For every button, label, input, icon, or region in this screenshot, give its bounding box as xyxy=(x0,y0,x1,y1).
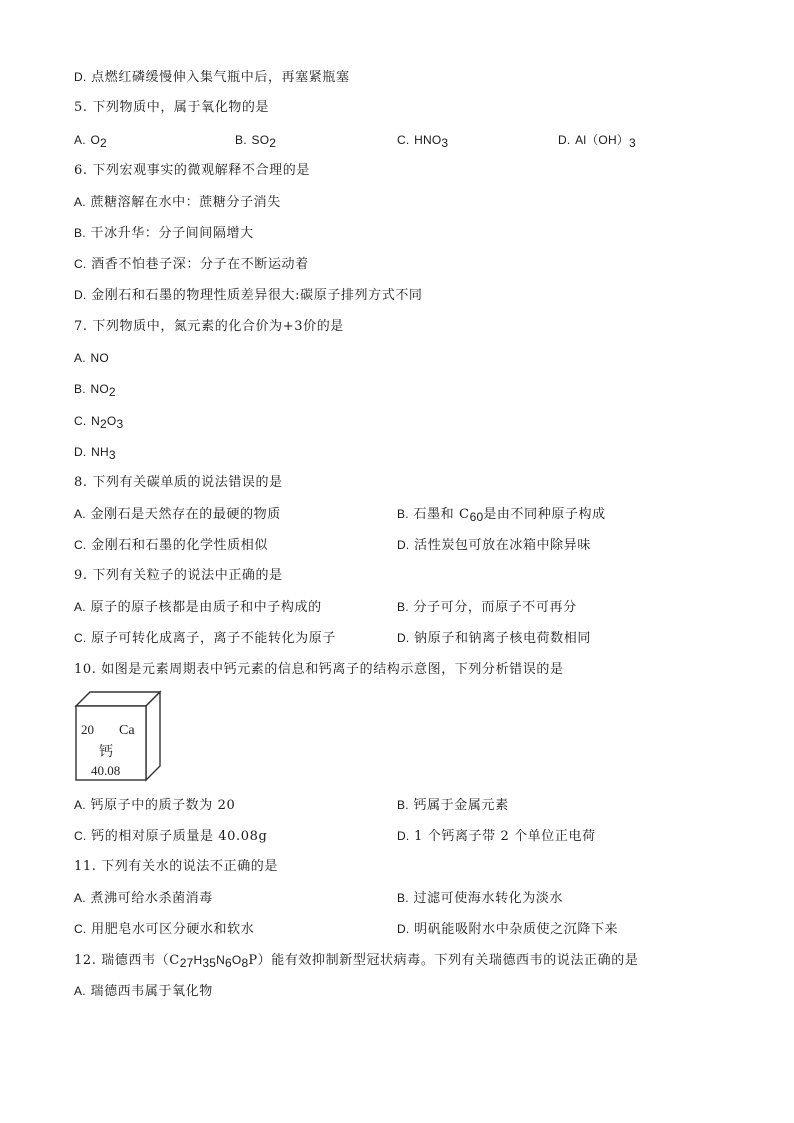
stem-text: P）能有效抑制新型冠状病毒。下列有关瑞德西韦的说法正确的是 xyxy=(248,953,639,968)
formula-subscript: 3 xyxy=(116,417,124,431)
option-label: B. xyxy=(397,891,409,905)
option-text: 金刚石和石墨的化学性质相似 xyxy=(91,538,268,553)
q5-option-b xyxy=(235,131,276,150)
q5-option-c xyxy=(397,131,448,150)
q5-option-a xyxy=(74,131,107,150)
q10-option-d xyxy=(397,827,596,846)
option-text: 石墨和 C xyxy=(413,507,470,522)
option-text: 分子可分，而原子不可再分 xyxy=(413,600,577,615)
calcium-element-card xyxy=(74,690,164,782)
option-label: D. xyxy=(397,631,410,645)
option-label: C. xyxy=(74,631,87,645)
formula-subscript: 2 xyxy=(100,136,107,150)
formula-subscript: 3 xyxy=(108,448,116,462)
q6-option-c xyxy=(74,255,309,274)
option-text: 钙属于金属元素 xyxy=(413,798,509,813)
q9-stem: 9. 下列有关粒子的说法中正确的是 xyxy=(74,568,283,583)
option-label: A. xyxy=(74,133,86,147)
option-label: A. xyxy=(74,891,86,905)
formula: N xyxy=(216,953,226,967)
option-label: D. xyxy=(397,538,410,552)
q11-option-d xyxy=(397,920,618,939)
formula: H xyxy=(193,953,203,967)
formula: O xyxy=(90,133,101,147)
q8-option-d xyxy=(397,536,591,555)
option-text: 钙的相对原子质量是 40.08g xyxy=(91,829,268,844)
q7-option-a xyxy=(74,349,109,368)
option-label: D. xyxy=(558,133,571,147)
option-text: 钠原子和钠离子核电荷数相同 xyxy=(414,631,591,646)
formula: NO xyxy=(90,382,109,396)
q9-option-b xyxy=(397,598,577,617)
option-label: C. xyxy=(397,133,410,147)
q6-stem: 6. 下列宏观事实的微观解释不合理的是 xyxy=(74,163,310,178)
formula-subscript: 35 xyxy=(202,956,217,970)
option-label: C. xyxy=(74,829,87,843)
option-label: A. xyxy=(74,351,86,365)
option-label: B. xyxy=(397,600,409,614)
formula: O xyxy=(231,953,242,967)
q8-stem: 8. 下列有关碳单质的说法错误的是 xyxy=(74,475,283,490)
option-label: B. xyxy=(235,133,247,147)
option-label: B. xyxy=(74,226,86,240)
formula: Al（OH） xyxy=(575,133,630,147)
q9-option-d xyxy=(397,629,591,648)
formula-subscript: 8 xyxy=(241,956,249,970)
option-text: 金刚石是天然存在的最硬的物质 xyxy=(90,507,281,522)
option-label: A. xyxy=(74,798,86,812)
option-label: B. xyxy=(74,382,86,396)
q8-option-c xyxy=(74,536,268,555)
q5-option-d xyxy=(558,131,636,150)
q5-stem: 5. 下列物质中，属于氧化物的是 xyxy=(74,100,270,115)
option-label: B. xyxy=(397,798,409,812)
q6-option-b xyxy=(74,224,254,243)
formula: SO xyxy=(251,133,270,147)
option-text: 活性炭包可放在冰箱中除异味 xyxy=(414,538,591,553)
formula-subscript: 27 xyxy=(179,956,194,970)
q10-stem: 10. 如图是元素周期表中钙元素的信息和钙离子的结构示意图，下列分析错误的是 xyxy=(74,662,564,677)
q10-option-c xyxy=(74,827,267,846)
option-text: 原子的原子核都是由质子和中子构成的 xyxy=(90,600,322,615)
stem-text: 12. 瑞德西韦（C xyxy=(74,953,180,968)
q11-stem: 11. 下列有关水的说法不正确的是 xyxy=(74,859,279,874)
formula: NH xyxy=(91,445,109,459)
option-text: 煮沸可给水杀菌消毒 xyxy=(90,891,213,906)
option-label: C. xyxy=(74,414,87,428)
q7-stem: 7. 下列物质中，氮元素的化合价为+3价的是 xyxy=(74,319,344,334)
card-side-face xyxy=(146,692,160,780)
option-label: D. xyxy=(74,70,87,84)
option-label: D. xyxy=(397,922,410,936)
option-text: 钙原子中的质子数为 20 xyxy=(90,798,236,813)
option-label: C. xyxy=(74,257,87,271)
formula-subscript: 2 xyxy=(269,136,277,150)
option-label: D. xyxy=(74,445,87,459)
option-label: A. xyxy=(74,600,86,614)
option-text: 瑞德西韦属于氧化物 xyxy=(90,984,213,999)
option-label: C. xyxy=(74,538,87,552)
element-symbol: Ca xyxy=(119,723,135,738)
atomic-mass: 40.08 xyxy=(91,763,121,778)
formula-subscript: 2 xyxy=(100,417,107,431)
q8-option-a xyxy=(74,505,281,524)
q10-option-b xyxy=(397,796,509,815)
formula: O xyxy=(106,414,117,428)
atomic-number: 20 xyxy=(81,722,94,737)
option-text: 明矾能吸附水中杂质使之沉降下来 xyxy=(414,922,619,937)
q7-option-b xyxy=(74,380,116,399)
q8-option-b xyxy=(397,505,606,524)
formula: NO xyxy=(90,351,109,365)
formula-subscript: 6 xyxy=(225,956,232,970)
q7-option-d xyxy=(74,443,116,462)
q4-option-d xyxy=(74,68,350,87)
option-text: 酒香不怕巷子深：分子在不断运动着 xyxy=(91,257,309,272)
q12-stem xyxy=(74,951,638,970)
option-label: D. xyxy=(397,829,410,843)
formula-subscript: 3 xyxy=(441,136,449,150)
formula: HNO xyxy=(414,133,442,147)
option-text: 用肥皂水可区分硬水和软水 xyxy=(91,922,255,937)
option-text: 1 个钙离子带 2 个单位正电荷 xyxy=(414,829,596,844)
option-text: 点燃红磷缓慢伸入集气瓶中后，再塞紧瓶塞 xyxy=(91,70,350,85)
q10-option-a xyxy=(74,796,235,815)
option-text: 金刚石和石墨的物理性质差异很大:碳原子排列方式不同 xyxy=(91,288,423,303)
q11-option-b xyxy=(397,889,563,908)
option-label: D. xyxy=(74,288,87,302)
formula-subscript: 60 xyxy=(469,510,484,524)
option-label: C. xyxy=(74,922,87,936)
option-text: 是由不同种原子构成 xyxy=(483,507,606,522)
option-text: 蔗糖溶解在水中：蔗糖分子消失 xyxy=(90,195,281,210)
q11-option-c xyxy=(74,920,254,939)
formula-subscript: 3 xyxy=(629,136,636,150)
formula-subscript: 2 xyxy=(108,385,116,399)
formula: N xyxy=(91,414,101,428)
option-label: A. xyxy=(74,195,86,209)
q6-option-a xyxy=(74,193,281,212)
option-label: A. xyxy=(74,984,86,998)
option-label: A. xyxy=(74,507,86,521)
q7-option-c xyxy=(74,412,123,431)
q9-option-c xyxy=(74,629,336,648)
element-name: 钙 xyxy=(99,745,113,760)
q12-option-a xyxy=(74,982,213,1001)
q9-option-a xyxy=(74,598,322,617)
q6-option-d xyxy=(74,286,423,305)
q11-option-a xyxy=(74,889,213,908)
option-text: 原子可转化成离子，离子不能转化为原子 xyxy=(91,631,336,646)
option-text: 干冰升华：分子间间隔增大 xyxy=(90,226,254,241)
option-label: B. xyxy=(397,507,409,521)
option-text: 过滤可使海水转化为淡水 xyxy=(413,891,564,906)
